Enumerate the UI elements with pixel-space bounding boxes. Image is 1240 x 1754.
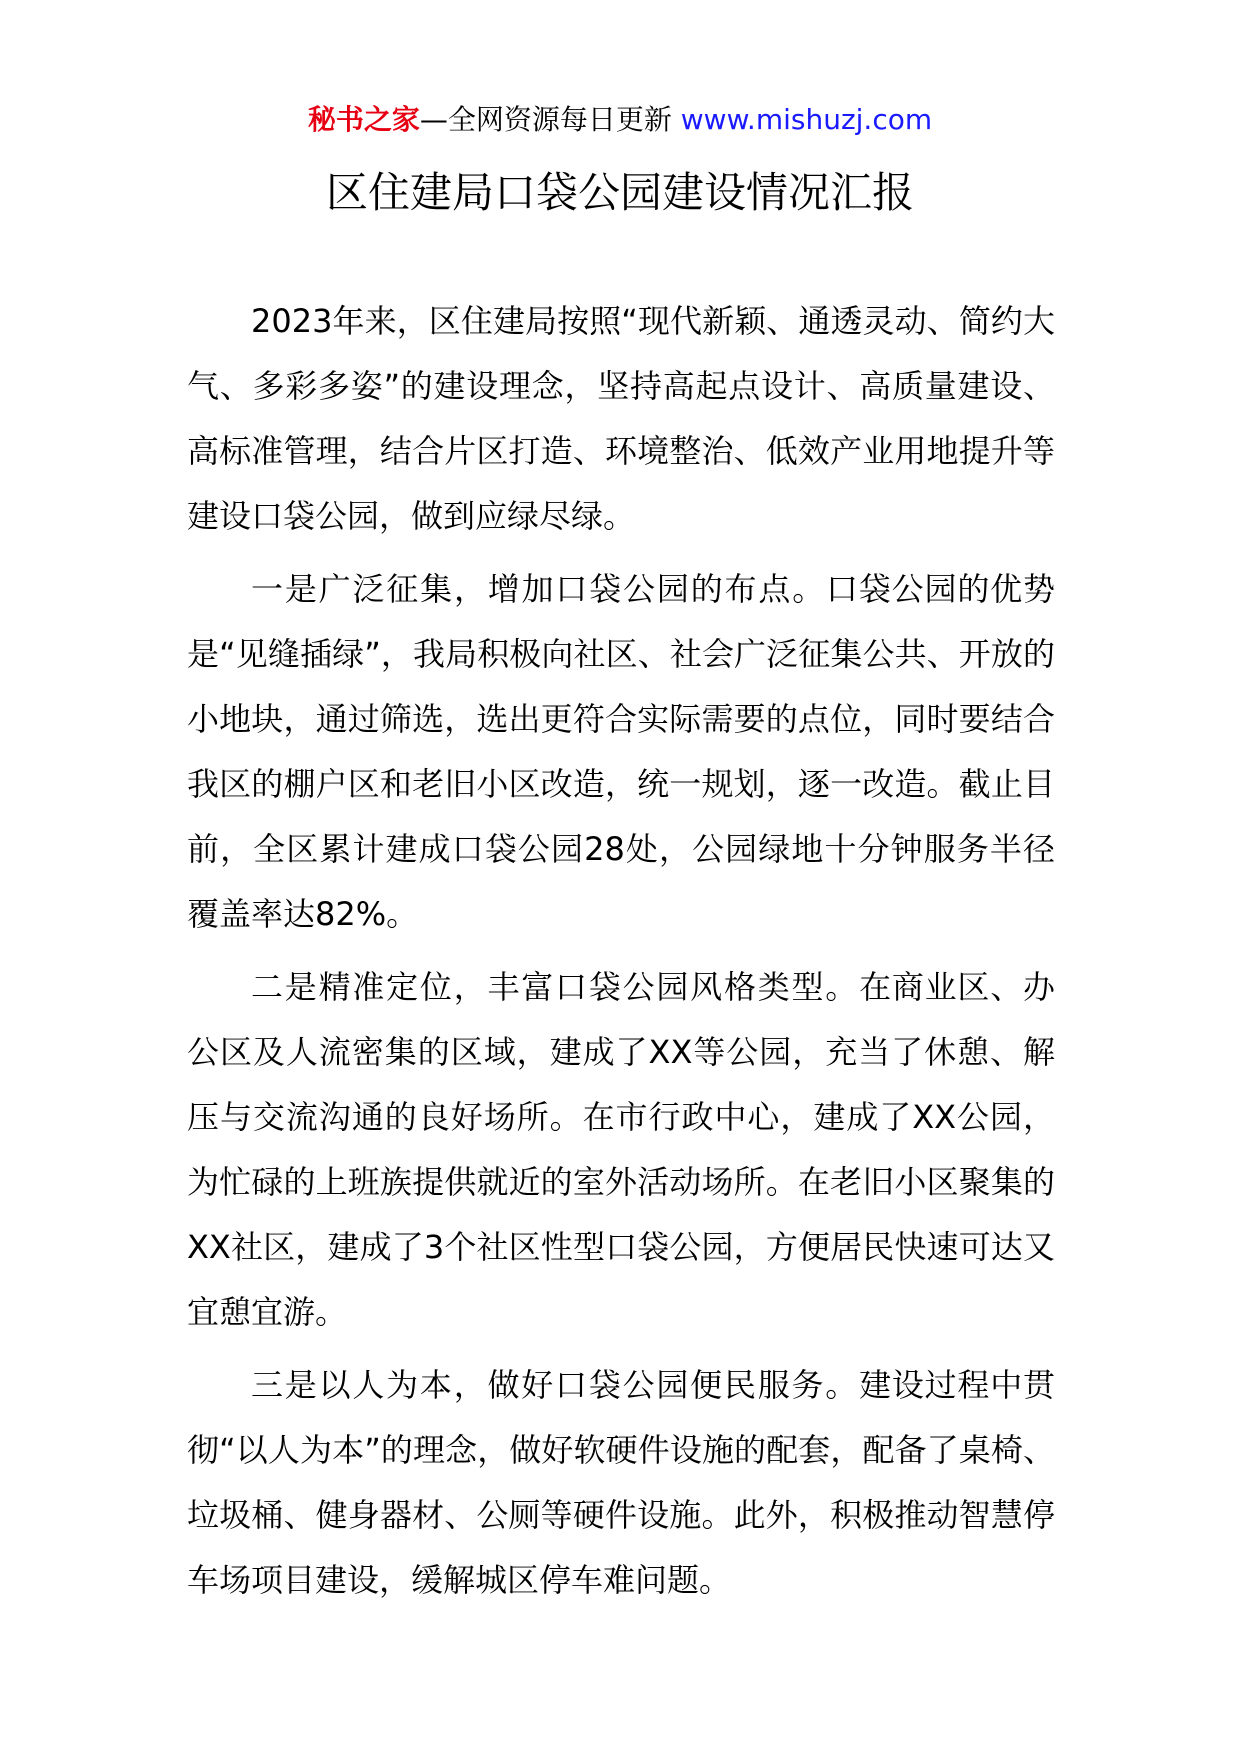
paragraph-text: 建设过程中贯彻“以人为本”的理念，做好软硬件设施的配套，配备了桌椅、垃圾桶、健身器材、公厕等硬件设施。此外，积极推动智慧停车场项目建设，缓解城区停车难问题。 [187, 1366, 1055, 1599]
document-title: 区住建局口袋公园建设情况汇报 [325, 168, 914, 217]
paragraph-point-two [187, 955, 1055, 1345]
brand-name: 秘书之家 [307, 103, 420, 136]
paragraph-lead: 三是以人为本，做好口袋公园便民服务。 [251, 1366, 860, 1404]
paragraph-text: 2023年来，区住建局按照“现代新颖、通透灵动、简约大气、多彩多姿”的建设理念，坚持高起点设计、高质量建设、高标准管理，结合片区打造、环境整治、低效产业用地提升等建设口袋公园，做到应绿尽绿。 [187, 302, 1055, 535]
paragraph-point-one [187, 557, 1055, 947]
paragraph-lead: 一是广泛征集，增加口袋公园的布点。 [251, 570, 827, 608]
site-url-link[interactable]: www.mishuzj.com [680, 103, 933, 136]
document-body [187, 289, 1055, 1621]
paragraph-text: 在商业区、办公区及人流密集的区域，建成了XX等公园，充当了休憩、解压与交流沟通的良好场所。在市行政中心，建成了XX公园，为忙碌的上班族提供就近的室外活动场所。在老旧小区聚集的XX社区，建成了3个社区性型口袋公园，方便居民快速可达又宜憩宜游。 [187, 968, 1055, 1331]
paragraph-point-three [187, 1353, 1055, 1613]
paragraph-text: 口袋公园的优势是“见缝插绿”，我局积极向社区、社会广泛征集公共、开放的小地块，通过筛选，选出更符合实际需要的点位，同时要结合我区的棚户区和老旧小区改造，统一规划，逐一改造。截止目前，全区累计建成口袋公园28处，公园绿地十分钟服务半径覆盖率达82%。 [187, 570, 1055, 933]
paragraph-intro [187, 289, 1055, 549]
paragraph-lead: 二是精准定位，丰富口袋公园风格类型。 [251, 968, 860, 1006]
site-header [0, 100, 1240, 140]
header-slogan: —全网资源每日更新 [419, 103, 681, 136]
